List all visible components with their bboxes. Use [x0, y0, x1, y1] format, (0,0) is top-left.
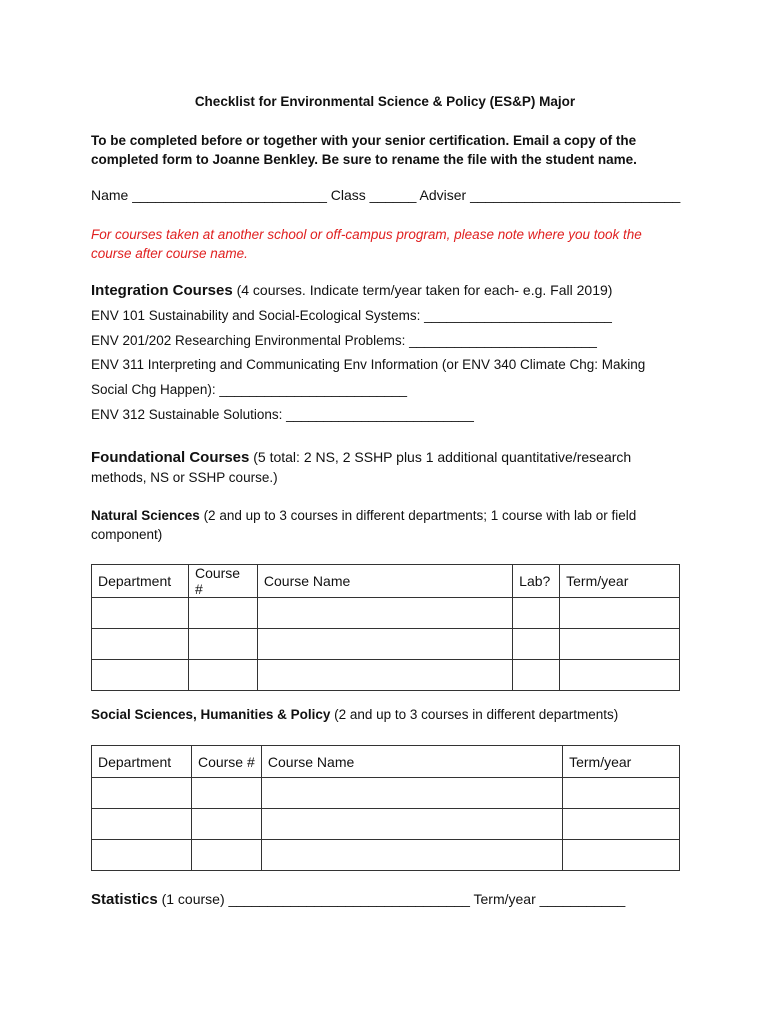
integration-title: Integration Courses — [91, 282, 233, 299]
integration-detail: (4 courses. Indicate term/year taken for each- e.g. Fall 2019) — [232, 282, 613, 298]
table-row — [92, 778, 680, 809]
foundational-detail: (5 total: 2 NS, 2 SSHP plus 1 additional quantitative/research — [249, 449, 632, 465]
column-header: Department — [92, 565, 189, 598]
natural-sciences-title: Natural Sciences — [91, 508, 200, 523]
integration-line-env101[interactable]: ENV 101 Sustainability and Social-Ecological Systems: _________________________ — [91, 308, 612, 323]
column-header: Department — [92, 746, 192, 778]
statistics-detail: (1 course) _______________________________ Term/year ___________ — [157, 891, 626, 907]
table-row — [92, 598, 680, 629]
page-title: Checklist for Environmental Science & Policy (ES&P) Major — [194, 94, 576, 109]
foundational-detail-cont: methods, NS or SSHP course.) — [91, 470, 278, 485]
integration-line-env311-cont[interactable]: Social Chg Happen): _________________________ — [91, 382, 408, 397]
table-cell[interactable] — [188, 598, 257, 629]
table-cell[interactable] — [257, 629, 512, 660]
table-cell[interactable] — [257, 660, 512, 691]
natural-sciences-detail-cont: component) — [91, 527, 163, 542]
table-cell[interactable] — [92, 660, 189, 691]
statistics-title: Statistics — [91, 891, 158, 908]
table-cell[interactable] — [191, 778, 261, 809]
table-row — [92, 660, 680, 691]
table-cell[interactable] — [92, 598, 189, 629]
natural-sciences-table — [91, 564, 680, 691]
natural-sciences-heading — [91, 508, 636, 523]
note-line-1: For courses taken at another school or off-campus program, please note where you took the — [91, 227, 642, 242]
table-cell[interactable] — [191, 840, 261, 871]
integration-line-env312[interactable]: ENV 312 Sustainable Solutions: _________________________ — [91, 407, 474, 422]
instructions-line-1: To be completed before or together with your senior certification. Email a copy of the — [91, 133, 637, 148]
column-header: Course Name — [261, 746, 562, 778]
table-cell[interactable] — [513, 660, 560, 691]
table-cell[interactable] — [563, 809, 680, 840]
instructions-line-2: completed form to Joanne Benkley. Be sure to rename the file with the student name. — [91, 152, 637, 167]
column-header: Course # — [188, 565, 257, 598]
table-cell[interactable] — [92, 778, 192, 809]
column-header: Course Name — [257, 565, 512, 598]
table-header-row — [92, 746, 680, 778]
statistics-line[interactable] — [91, 891, 625, 908]
table-cell[interactable] — [261, 809, 562, 840]
social-sciences-heading — [91, 707, 618, 722]
table-cell[interactable] — [188, 629, 257, 660]
column-header: Term/year — [560, 565, 680, 598]
table-cell[interactable] — [92, 840, 192, 871]
table-cell[interactable] — [261, 778, 562, 809]
integration-line-env201[interactable]: ENV 201/202 Researching Environmental Problems: _________________________ — [91, 333, 597, 348]
table-cell[interactable] — [92, 629, 189, 660]
social-sciences-detail: (2 and up to 3 courses in different departments) — [330, 707, 619, 722]
student-info-line[interactable]: Name _________________________ Class ______ Adviser ___________________________ — [91, 187, 681, 203]
natural-sciences-detail: (2 and up to 3 courses in different departments; 1 course with lab or field — [199, 508, 637, 523]
table-cell[interactable] — [261, 840, 562, 871]
instructions — [91, 131, 691, 169]
table-cell[interactable] — [92, 809, 192, 840]
table-row — [92, 840, 680, 871]
table-cell[interactable] — [560, 629, 680, 660]
table-cell[interactable] — [513, 629, 560, 660]
column-header: Course # — [191, 746, 261, 778]
table-cell[interactable] — [560, 598, 680, 629]
column-header: Term/year — [563, 746, 680, 778]
table-row — [92, 809, 680, 840]
table-cell[interactable] — [513, 598, 560, 629]
social-sciences-title: Social Sciences, Humanities & Policy — [91, 707, 331, 722]
column-header: Lab? — [513, 565, 560, 598]
table-cell[interactable] — [563, 840, 680, 871]
integration-heading — [91, 282, 612, 299]
table-cell[interactable] — [257, 598, 512, 629]
table-cell[interactable] — [560, 660, 680, 691]
foundational-title: Foundational Courses — [91, 449, 250, 466]
table-header-row — [92, 565, 680, 598]
off-campus-note — [91, 225, 691, 263]
table-cell[interactable] — [188, 660, 257, 691]
table-cell[interactable] — [191, 809, 261, 840]
integration-line-env311: ENV 311 Interpreting and Communicating Env Information (or ENV 340 Climate Chg: Making — [91, 357, 646, 372]
note-line-2: course after course name. — [91, 246, 248, 261]
social-sciences-table — [91, 745, 680, 871]
foundational-heading — [91, 449, 631, 466]
table-row — [92, 629, 680, 660]
table-cell[interactable] — [563, 778, 680, 809]
